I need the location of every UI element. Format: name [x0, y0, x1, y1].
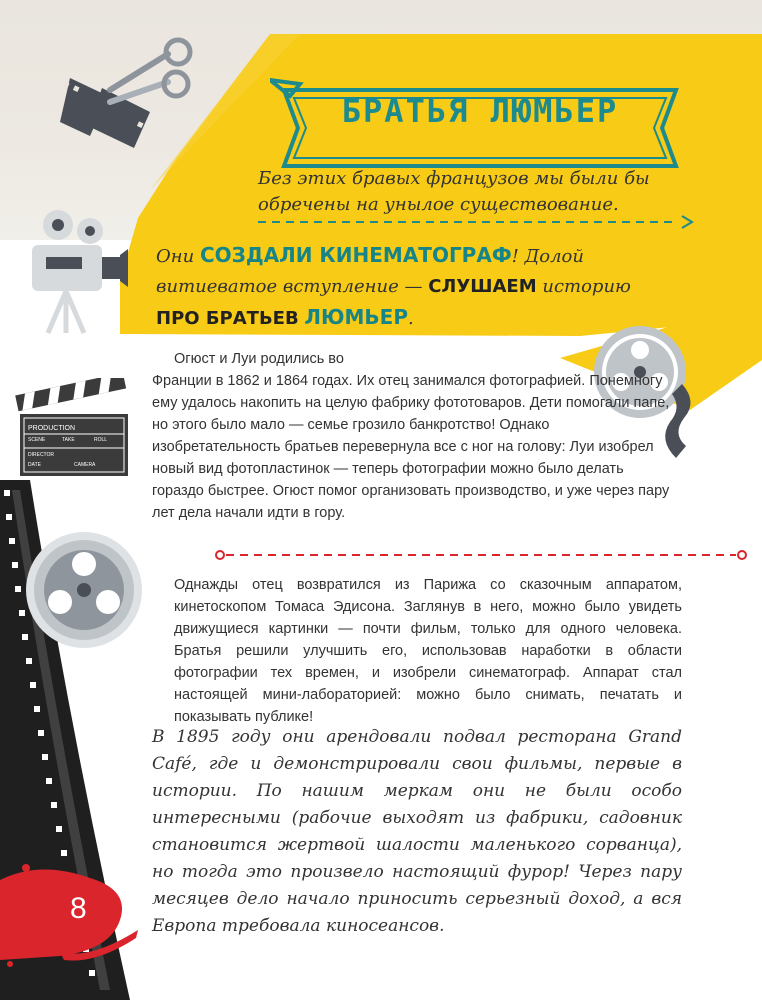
movie-camera-icon — [18, 205, 128, 335]
clapper-take-label: TAKE — [62, 437, 75, 443]
clapper-production-label: PRODUCTION — [28, 425, 76, 432]
clapper-date-label: DATE — [28, 462, 41, 468]
paragraph-kinetoscope: Однажды отец возвратился из Парижа со сказочным аппаратом, кинетоскопом Томаса Эдисона. Заглянув в него, можно было увидеть движущиеся картинки — почти фильм, только для одного человека. Братья решили улучшить его, использовав наработки в области фотографии тех времен, и изобрели синематограф. Аппарат стал настоящей мини-лабораторией: можно было снимать, печатать и показывать публике! — [174, 577, 682, 725]
clapper-camera-label: CAMERA — [74, 462, 96, 468]
paragraph-1-first-line: Огюст и Луи родились во — [174, 351, 344, 367]
lead-part-1: Они — [156, 246, 200, 267]
clapper-director-label: DIRECTOR — [28, 452, 55, 458]
clapper-roll-label: ROLL — [94, 437, 108, 443]
film-reel-left-icon — [22, 520, 142, 660]
clapper-scene-label: SCENE — [28, 437, 46, 443]
lead-part-5: . — [407, 308, 414, 329]
lead-highlight-lumiere: ЛЮМЬЕР — [304, 305, 408, 329]
lead-text — [156, 240, 676, 334]
dashed-arrow-divider — [258, 212, 698, 232]
paragraph-1-body: Франции в 1862 и 1864 годах. Их отец занимался фотографией. Понемногу ему удалось накопить на целую фабрику фототоваров. Дети помогали папе, но этого было мало — семье грозило банкротство! Однако изобретательность братьев перевернула все с ног на голову: Луи изобрел новый вид фотопластинок — теперь фотографии можно было делать гораздо быстрее. Огюст помог организовать производство, и уже через пару лет дела начали идти в гору. — [152, 373, 670, 521]
lead-highlight-created-cinema: СОЗДАЛИ КИНЕМАТОГРАФ — [199, 243, 512, 267]
clapperboard-icon — [14, 378, 134, 478]
intro-text: Без этих бравых французов мы были бы обречены на унылое существование. — [258, 168, 650, 215]
red-dashed-divider — [212, 547, 752, 563]
lead-highlight-about-brothers: ПРО БРАТЬЕВ — [156, 308, 299, 329]
page-title: БРАТЬЯ ЛЮМЬЕР — [341, 92, 619, 130]
scissors-film-icon — [50, 30, 200, 150]
lead-part-2: ! Долой витиеватое вступление — — [156, 246, 584, 297]
paragraph-family-history — [152, 348, 672, 524]
lead-part-3: историю — [536, 276, 631, 297]
lead-highlight-listen: СЛУШАЕМ — [428, 276, 537, 297]
paragraph-grand-cafe: В 1895 году они арендовали подвал ресторана Grand Café, где и демонстрировали свои фильмы, первые в истории. По нашим меркам они не были особо интересными (рабочие выходят из фабрики, садовник становится жертвой шалости маленького сорванца), но тогда это произвело настоящий фурор! Через пару месяцев дело начало приносить серьезный доход, а вся Европа требовала киносеансов. — [152, 727, 682, 936]
page-number: 8 — [70, 892, 87, 925]
